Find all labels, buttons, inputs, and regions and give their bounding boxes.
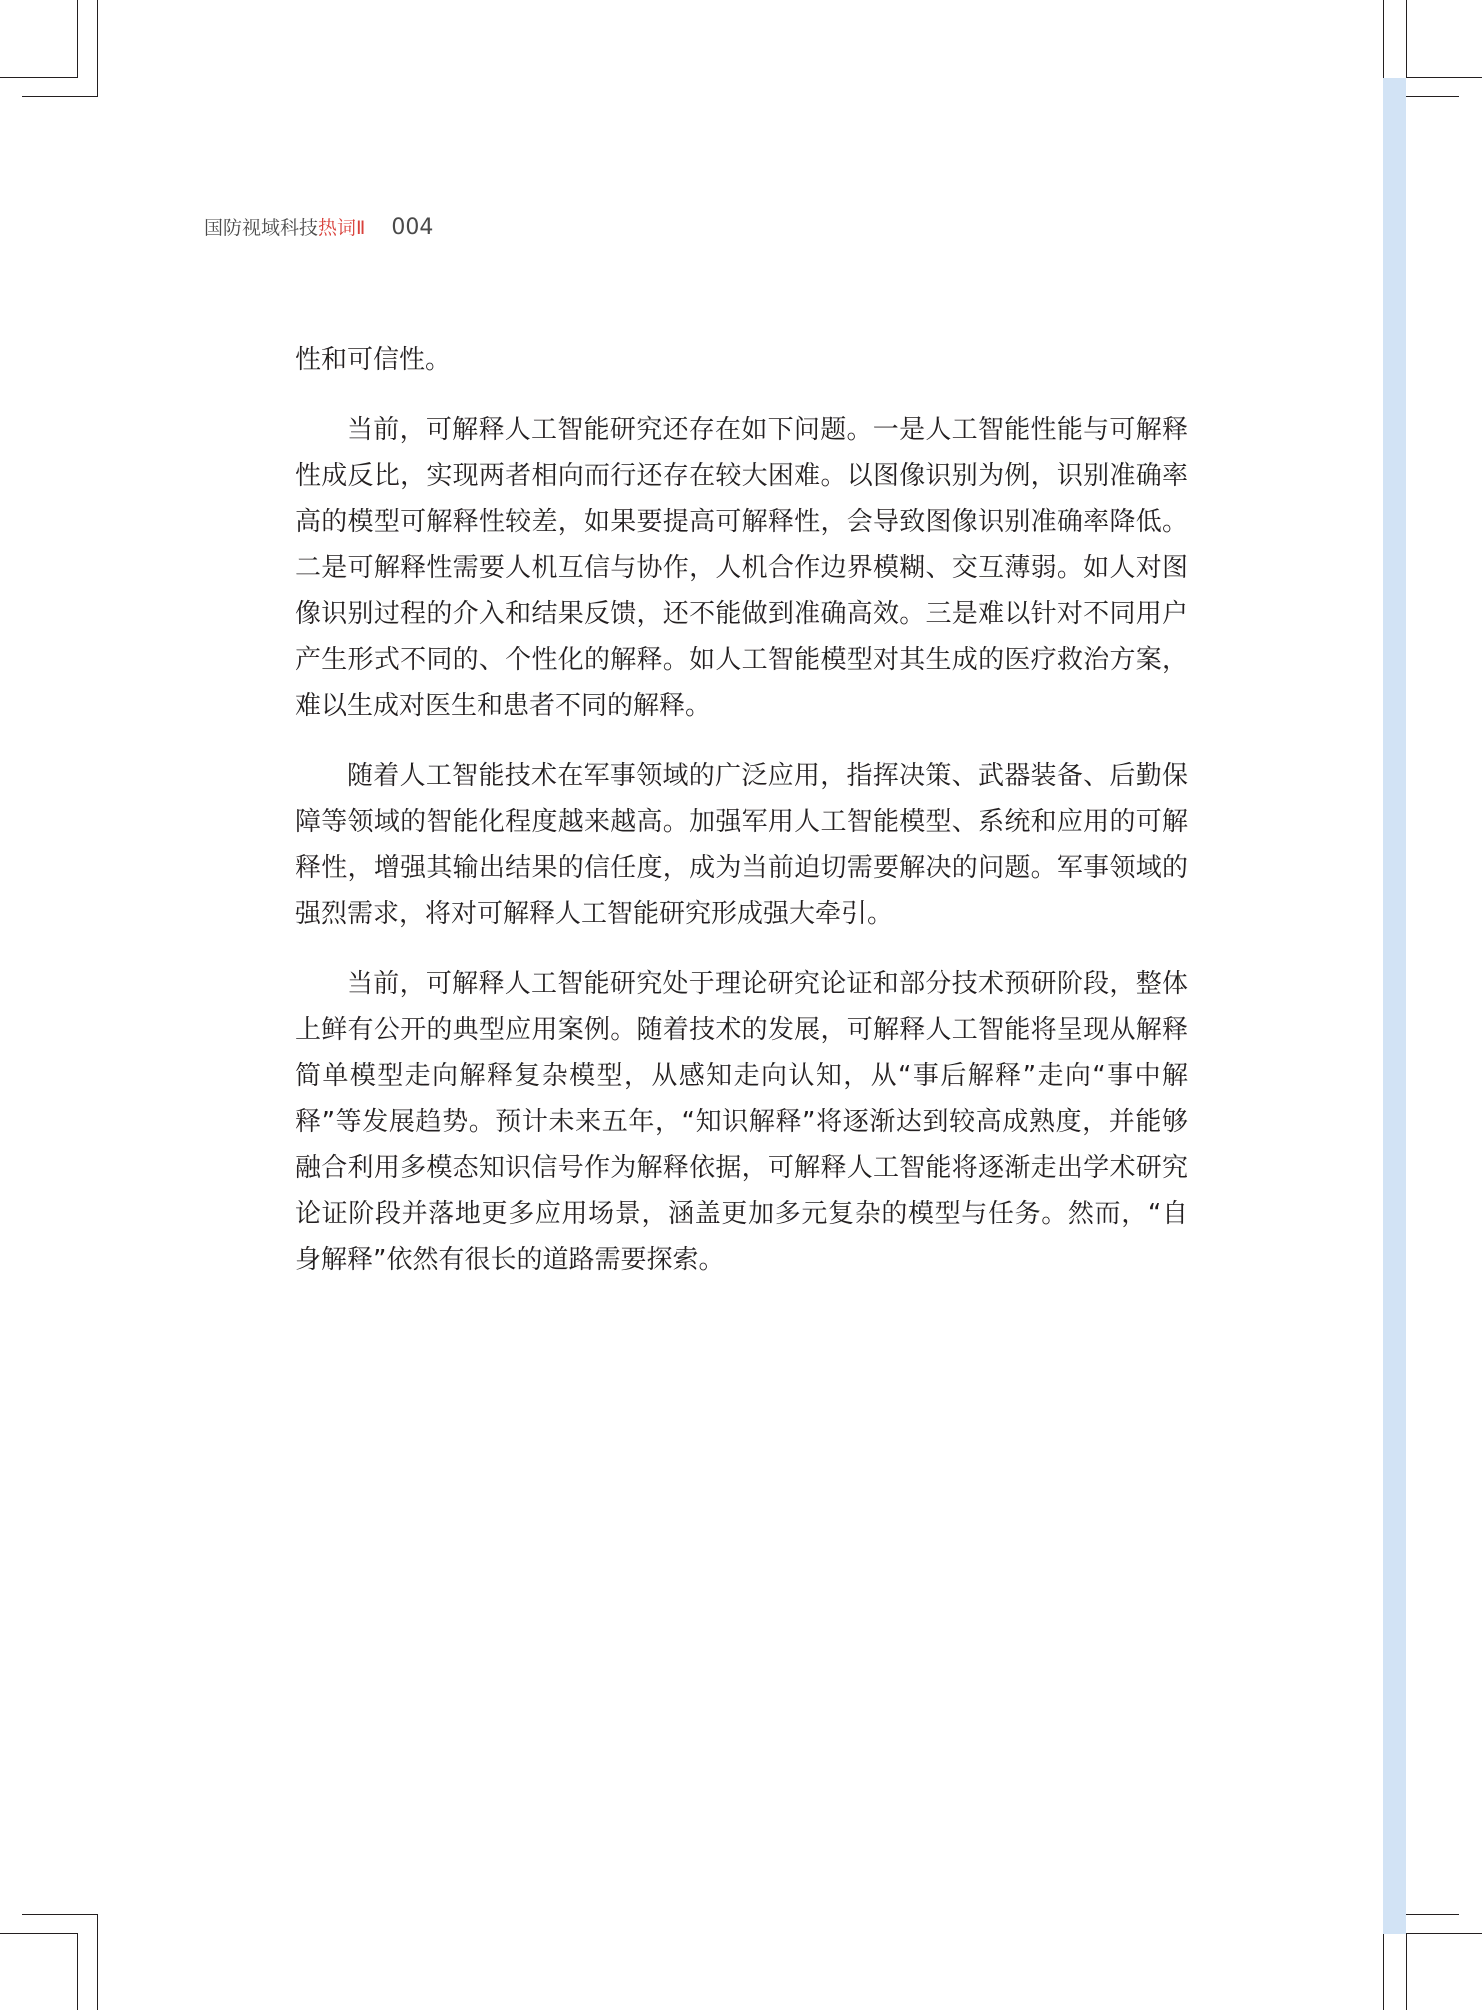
page-edge-strip (1383, 78, 1406, 1934)
crop-mark-top-left-inner (77, 0, 78, 78)
crop-mark-bottom-left-vertical (97, 1914, 98, 2010)
crop-mark-top-left-vertical (97, 0, 98, 97)
book-title: 国防视域科技 (204, 217, 319, 239)
crop-mark-bottom-right-inner-h (1406, 1933, 1482, 1934)
crop-mark-top-left-inner-h (0, 77, 78, 78)
crop-mark-bottom-left-inner (77, 1933, 78, 2010)
crop-mark-bottom-left-inner-h (0, 1933, 78, 1934)
crop-mark-top-right-inner-h (1406, 77, 1482, 78)
paragraph: 当前，可解释人工智能研究处于理论研究论证和部分技术预研阶段，整体上鲜有公开的典型应用案例。随着技术的发展，可解释人工智能将呈现从解释简单模型走向解释复杂模型，从感知走向认知，从“事后解释”走向“事中解释”等发展趋势。预计未来五年，“知识解释”将逐渐达到较高成熟度，并能够融合利用多模态知识信号作为解释依据，可解释人工智能将逐渐走出学术研究论证阶段并落地更多应用场景，涵盖更加多元复杂的模型与任务。然而，“自身解释”依然有很长的道路需要探索。 (295, 969, 1188, 1275)
running-head (204, 213, 433, 243)
crop-mark-bottom-right-inner (1406, 1933, 1407, 2010)
book-title-highlight: 热词Ⅱ (318, 217, 366, 239)
page-number: 004 (391, 215, 434, 240)
crop-mark-top-right-inner (1406, 0, 1407, 78)
paragraph: 随着人工智能技术在军事领域的广泛应用，指挥决策、武器装备、后勤保障等领域的智能化程度越来越高。加强军用人工智能模型、系统和应用的可解释性，增强其输出结果的信任度，成为当前迫切需要解决的问题。军事领域的强烈需求，将对可解释人工智能研究形成强大牵引。 (295, 761, 1188, 929)
body-text (295, 337, 1188, 1307)
paragraph: 当前，可解释人工智能研究还存在如下问题。一是人工智能性能与可解释性成反比，实现两者相向而行还存在较大困难。以图像识别为例，识别准确率高的模型可解释性较差，如果要提高可解释性，会导致图像识别准确率降低。二是可解释性需要人机互信与协作，人机合作边界模糊、交互薄弱。如人对图像识别过程的介入和结果反馈，还不能做到准确高效。三是难以针对不同用户产生形式不同的、个性化的解释。如人工智能模型对其生成的医疗救治方案，难以生成对医生和患者不同的解释。 (295, 415, 1188, 721)
crop-mark-bottom-left-horizontal (22, 1914, 98, 1915)
crop-mark-top-left-horizontal (22, 96, 98, 97)
paragraph-continuation: 性和可信性。 (295, 345, 452, 375)
